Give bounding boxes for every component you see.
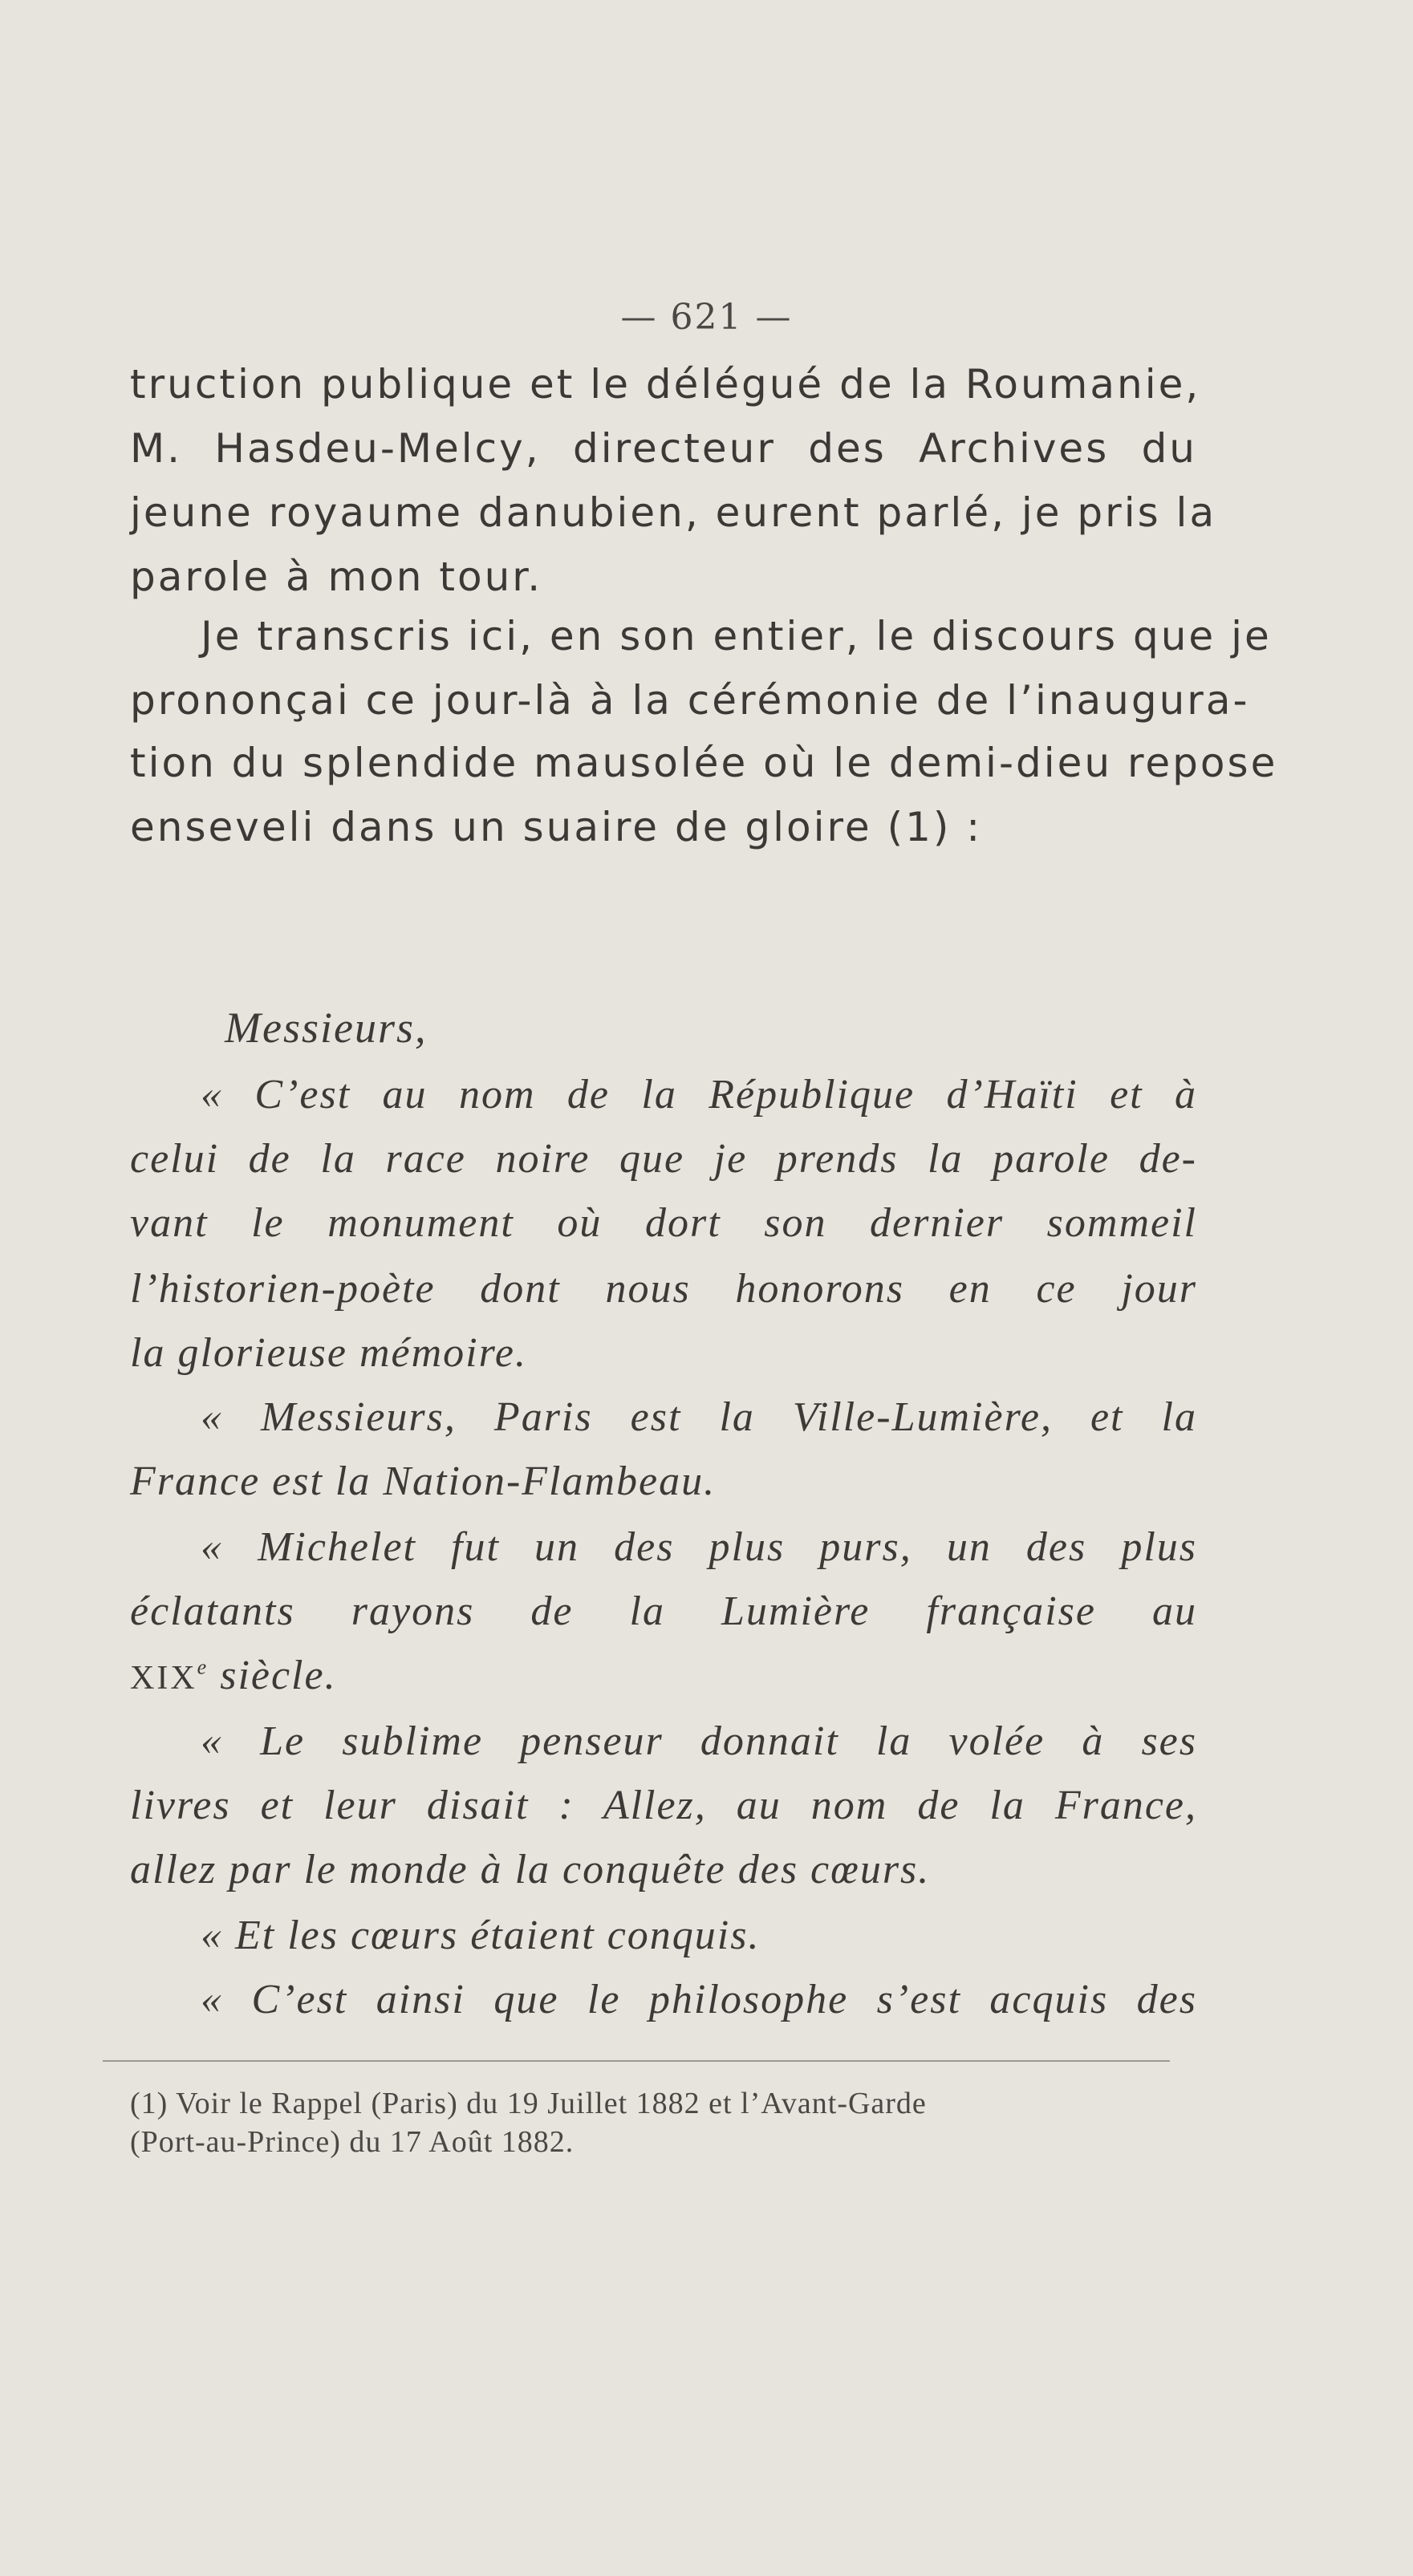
body-line: truction publique et le délégué de la Roumanie, xyxy=(130,361,1201,408)
page-number: — 621 — xyxy=(620,297,793,338)
speech-line: allez par le monde à la conquête des cœurs. xyxy=(130,1847,931,1892)
speech-line: celui de la race noire que je prends la parole de- xyxy=(130,1136,1197,1182)
body-line: Je transcris ici, en son entier, le discours que je xyxy=(201,613,1272,659)
footnote-line: (1) Voir le Rappel (Paris) du 19 Juillet 1882 et l’Avant-Garde xyxy=(130,2087,927,2120)
century-numeral: XIX xyxy=(130,1660,197,1697)
speech-line: « Et les cœurs étaient conquis. xyxy=(201,1913,761,1958)
body-line: tion du splendide mausolée où le demi-dieu repose xyxy=(130,740,1278,786)
speech-line: l’historien-poète dont nous honorons en ce jour xyxy=(130,1266,1197,1312)
body-line: M. Hasdeu-Melcy, directeur des Archives du xyxy=(130,425,1197,472)
speech-line: « Messieurs, Paris est la Ville-Lumière, et la xyxy=(201,1394,1197,1440)
speech-line: éclatants rayons de la Lumière française au xyxy=(130,1588,1197,1634)
body-line: jeune royaume danubien, eurent parlé, je pris la xyxy=(130,489,1217,536)
body-line: enseveli dans un suaire de gloire (1) : xyxy=(130,804,983,850)
speech-line: la glorieuse mémoire. xyxy=(130,1330,527,1376)
speech-line: « C’est ainsi que le philosophe s’est acquis des xyxy=(201,1977,1197,2022)
footnote-separator xyxy=(103,2060,1170,2062)
speech-line: « Michelet fut un des plus purs, un des plus xyxy=(201,1524,1197,1570)
century-superscript: e xyxy=(197,1655,209,1679)
body-line: prononçai ce jour-là à la cérémonie de l’inaugura- xyxy=(130,677,1250,724)
speech-line: livres et leur disait : Allez, au nom de la France, xyxy=(130,1783,1197,1828)
speech-line: France est la Nation-Flambeau. xyxy=(130,1458,717,1504)
speech-line: vant le monument où dort son dernier sommeil xyxy=(130,1200,1197,1246)
speech-line: « C’est au nom de la République d’Haïti et à xyxy=(201,1072,1197,1118)
footnote-line: (Port-au-Prince) du 17 Août 1882. xyxy=(130,2125,575,2159)
speech-line-century xyxy=(130,1651,1197,1701)
body-line: parole à mon tour. xyxy=(130,554,543,600)
century-word: siècle. xyxy=(208,1653,337,1698)
speech-salutation: Messieurs, xyxy=(225,1004,428,1052)
speech-line: « Le sublime penseur donnait la volée à ses xyxy=(201,1718,1197,1764)
